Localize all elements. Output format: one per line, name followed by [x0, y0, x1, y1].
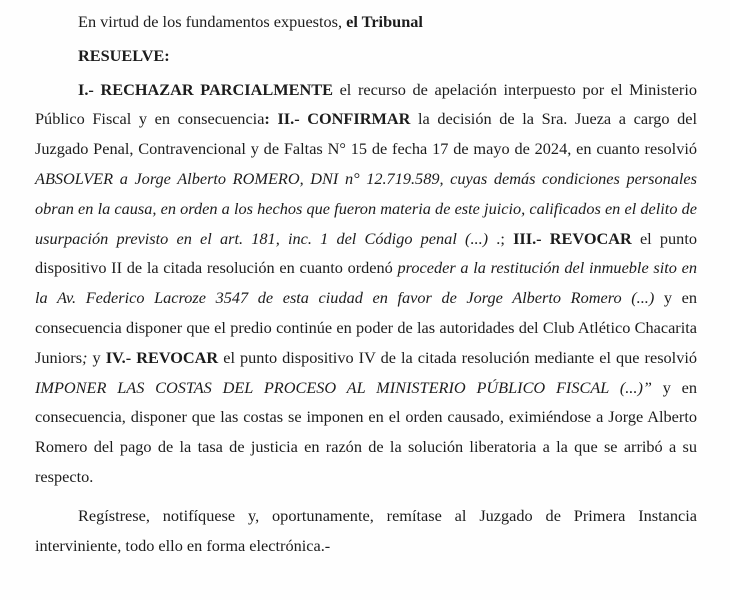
text-run: : II.- CONFIRMAR [264, 109, 411, 129]
text-run: la decisión de la Sra. Jueza a cargo del Juzgado Penal, Contravencional y de Faltas N° 15 de fecha 17 de mayo de 2024, en cuanto resolvió [35, 109, 697, 159]
resolution-paragraph [35, 75, 697, 492]
text-run: y [87, 347, 106, 367]
text-run: RESUELVE: [78, 45, 170, 65]
text-run: Regístrese, notifíquese y, oportunamente, remítase al Juzgado de Primera Instancia interviniente, todo ello en forma electrónica.- [35, 505, 697, 555]
text-run: el punto dispositivo IV de la citada resolución mediante el que resolvió [218, 347, 697, 367]
text-run: ABSOLVER a Jorge Alberto ROMERO, DNI n° 12.719.589, cuyas demás condiciones personales obran en la causa, en orden a los hechos que fueron materia de este juicio, calificados en el delito de usurpación previsto en el art. 181, inc. 1 del Código penal (...) [35, 168, 697, 248]
text-run: En virtud de los fundamentos expuestos, [78, 12, 347, 31]
intro-paragraph [35, 7, 697, 37]
text-run: el recurso de apelación interpuesto por el Ministerio Público Fiscal y en consecuencia [35, 79, 697, 129]
text-run: ; [82, 347, 88, 367]
text-run: el punto dispositivo II de la citada resolución en cuanto ordenó [35, 228, 697, 278]
text-run: y en consecuencia, disponer que las costas se imponen en el orden causado, eximiéndose a Jorge Alberto Romero del pago de la tasa de justicia en razón de la solución liberatoria a la que se arribó a su respecto. [35, 377, 697, 486]
text-run: .; [488, 228, 514, 248]
resuelve-heading [35, 41, 697, 71]
text-run: IV.- REVOCAR [105, 347, 219, 367]
closing-paragraph [35, 501, 697, 561]
text-run: IMPONER LAS COSTAS DEL PROCESO AL MINISTERIO PÚBLICO FISCAL (...)” [35, 377, 652, 397]
text-run: III.- REVOCAR [513, 228, 632, 248]
document-body [35, 7, 697, 560]
text-run: y en consecuencia disponer que el predio continúe en poder de las autoridades del Club Atlético Chacarita Juniors [35, 288, 697, 367]
text-run: proceder a la restitución del inmueble sito en la Av. Federico Lacroze 3547 de esta ciudad en favor de Jorge Alberto Romero (...) [35, 258, 697, 308]
text-run: el Tribunal [346, 12, 423, 31]
text-run: I.- RECHAZAR PARCIALMENTE [78, 79, 333, 99]
